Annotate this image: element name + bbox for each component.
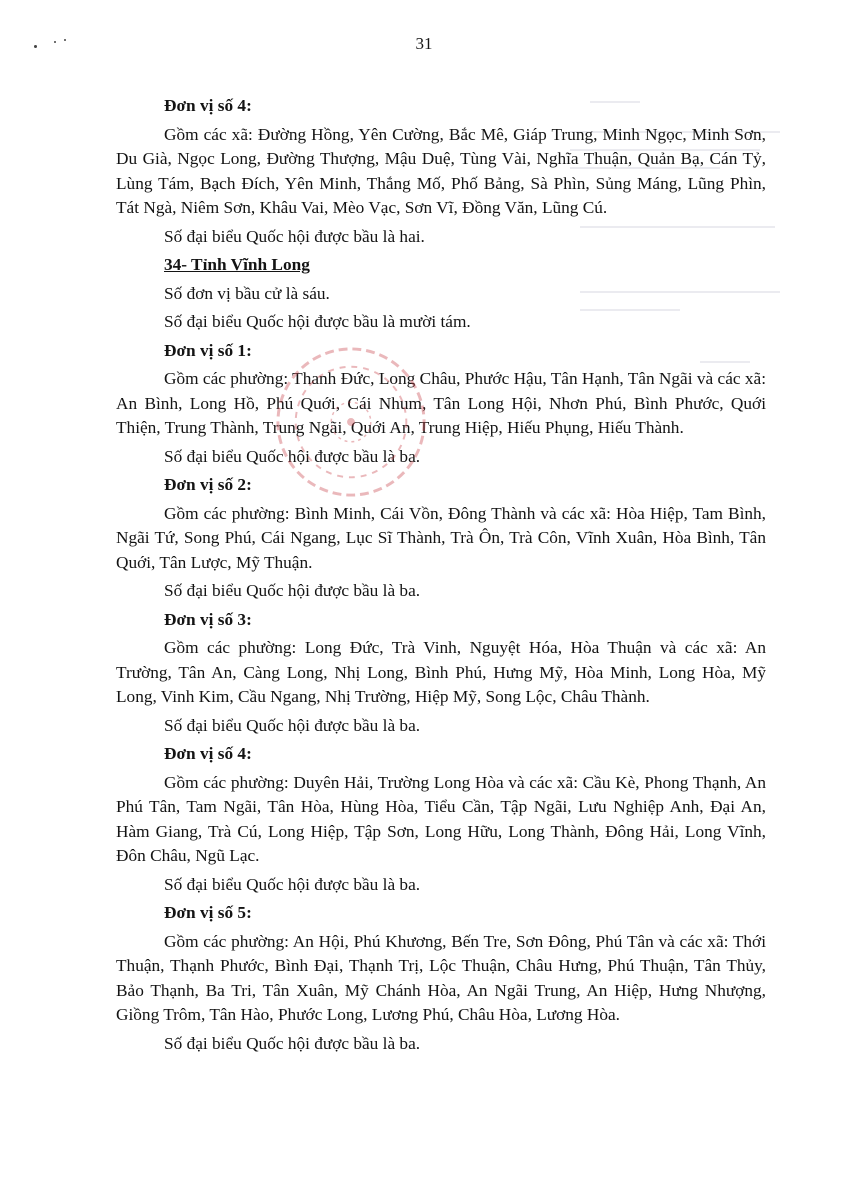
unit-heading: Đơn vị số 3: [164, 609, 252, 629]
unit-heading: Đơn vị số 2: [164, 475, 252, 494]
unit-heading: Đơn vị số 5: [164, 903, 252, 922]
paragraph: Số đại biểu Quốc hội được bầu là hai. [164, 226, 425, 246]
paragraph: Số đại biểu Quốc hội được bầu là ba. [164, 874, 421, 894]
paragraph: Gồm các phường: An Hội, Phú Khương, Bến Tre, Sơn Đông, Phú Tân và các xã: Thới Thuận, Thạnh Phước, Bình Đại, Thạnh Trị, Lộc Thuận, Châu Hưng, Phú Thuận, Tân Thủy, Bảo Thạnh, Ba Tri, Tân Xuân, Mỹ Chánh Hòa, An Ngãi Trung, An Hiệp, Hưng Nhượng, Giồng Trôm, Tân Hào, Phước Long, Lương Phú, Châu Hòa, Lương Hòa. [116, 931, 766, 1024]
unit-heading: Đơn vị số 4: [164, 96, 252, 115]
unit-heading: Đơn vị số 1: [164, 340, 252, 360]
document-body [116, 94, 766, 1060]
paragraph: Gồm các phường: Thanh Đức, Long Châu, Phước Hậu, Tân Hạnh, Tân Ngãi và các xã: An Bình, Long Hồ, Phú Quới, Cái Nhum, Tân Long Hội, Nhơn Phú, Bình Phước, Quới Thiện, Trung Thành, Trung Ngãi, Quới An, Trung Hiệp, Hiếu Phụng, Hiếu Thành. [116, 369, 766, 437]
paragraph: Gồm các phường: Duyên Hải, Trường Long Hòa và các xã: Cầu Kè, Phong Thạnh, An Phú Tân, Tam Ngãi, Tân Hòa, Hùng Hòa, Tiểu Cần, Tập Ngãi, Lưu Nghiệp Anh, Đại An, Hàm Giang, Trà Cú, Long Hiệp, Tập Sơn, Long Hữu, Long Thành, Đông Hải, Long Vĩnh, Đôn Châu, Ngũ Lạc. [116, 772, 766, 865]
paragraph: Gồm các xã: Đường Hồng, Yên Cường, Bắc Mê, Giáp Trung, Minh Ngọc, Minh Sơn, Du Già, Ngọc Long, Đường Thượng, Mậu Duệ, Tùng Vài, Nghĩa Thuận, Quản Bạ, Cán Tỷ, Lùng Tám, Bạch Đích, Yên Minh, Thắng Mố, Phố Bảng, Sà Phìn, Sủng Máng, Lũng Phìn, Tát Ngà, Niêm Sơn, Khâu Vai, Mèo Vạc, Sơn Vĩ, Đồng Văn, Lũng Cú. [116, 124, 766, 217]
paragraph: Số đại biểu Quốc hội được bầu là ba. [164, 446, 421, 466]
paragraph: Gồm các phường: Long Đức, Trà Vinh, Nguyệt Hóa, Hòa Thuận và các xã: An Trường, Tân An, Càng Long, Nhị Long, Bình Phú, Hưng Mỹ, Hòa Minh, Long Hòa, Mỹ Long, Vinh Kim, Cầu Ngang, Nhị Trường, Hiệp Mỹ, Song Lộc, Châu Thành. [116, 638, 766, 706]
paragraph: Số đại biểu Quốc hội được bầu là ba. [164, 715, 421, 735]
section-heading: 34- Tỉnh Vĩnh Long [164, 255, 310, 274]
paragraph: Số đại biểu Quốc hội được bầu là ba. [164, 581, 421, 600]
paragraph: Số đơn vị bầu cử là sáu. [164, 283, 330, 303]
paragraph: Gồm các phường: Bình Minh, Cái Vồn, Đông Thành và các xã: Hòa Hiệp, Tam Bình, Ngãi Tứ, Song Phú, Cái Ngang, Lục Sĩ Thành, Trà Ôn, Trà Côn, Vĩnh Xuân, Hòa Bình, Tân Quới, Tân Lược, Mỹ Thuận. [116, 503, 766, 572]
paragraph: Số đại biểu Quốc hội được bầu là ba. [164, 1033, 421, 1053]
page-number: 31 [415, 34, 433, 53]
paragraph: Số đại biểu Quốc hội được bầu là mười tám. [164, 312, 471, 331]
unit-heading: Đơn vị số 4: [164, 744, 252, 763]
